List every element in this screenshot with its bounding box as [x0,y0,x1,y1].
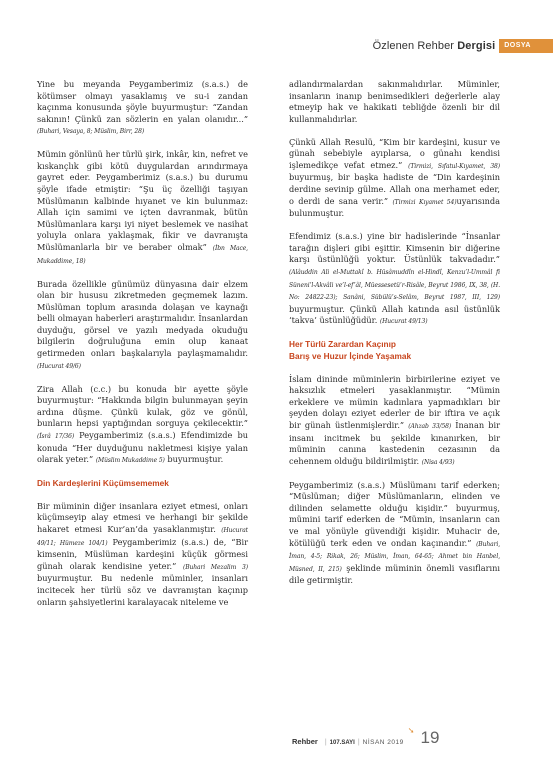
paragraph-text: buyurmuştur. Bu nedenle müminler, insanları incitecek her türlü söz ve davranıştan kaçınıp onların şahsiyetlerini karalayacak niteleme ve [37,573,248,607]
citation: (İsrâ 17/36) [37,432,75,440]
paragraph [289,480,500,587]
page-number: 19 [420,728,440,747]
citation: (Alâuddin Ali el-Muttakî b. Hüsâmuddîn el-Hindî, Kenzu’l-Ummâl fi Süneni’l-Akvâli ve’l-ef’âl, Müessesetü’r-Risâle, Beyrut 1986, IX, 38, (H. No: 24822-23); Sanâni, Sübülü’s-Selâm, Beyrut 1987, III, 129) [289,268,500,302]
issue-date: NİSAN 2019 [362,739,404,746]
citation: (Buhari, İman, 4-5; Rikak, 26; Müslim, İman, 64-65; Ahmet bin Hanbel, Müsned, II, 215) [289,540,501,573]
paragraph-text: Burada özellikle günümüz dünyasına dair elzem olan bir hususu zikretmeden geçmemek lazım. Müslüman toplum arasında dolaşan ve kaynağı belli olmayan haberleri araştırmalıdır. İnsanlardan duyduğu, görsel ve yazılı medyada okuduğu bilgilerin doğruluğuna emin olup kanaat getirmeden onları başkalarıyla paylaşmamalıdır. [37,278,248,359]
page-header [373,38,553,54]
magazine-name [373,40,496,52]
paragraph-text: Peygamberimiz (s.a.s.) Müslümanı tarif ederken; “Müslüman; diğer Müslümanların, elinden ve dilinden selamette olduğu kişidir.” buyurmuş, mümini tarif ederken de “Mümin, insanların can ve mal yönüyle güvendiği kişidir. Muhacir de, kötülüğü terk eden ve ondan kaçınandır.” [289,479,500,548]
paragraph-text: Zira Allah (c.c.) bu konuda bir ayette şöyle buyurmuştur: “Hakkında bilgin bulunmayan şeyin ardına düşme. Çünkü kulak, göz ve gönül, bunların hepsi yaptığından sorguya çekilecektir.” [37,383,248,429]
citation: (Buhari, Vesaya, 8; Müslim, Birr, 28) [37,128,145,136]
section-heading-line: Her Türlü Zarardan Kaçınıp [289,339,396,350]
paragraph-text: adlandırmalardan sakınmalıdırlar. Müminler, insanların inanıp benimsedikleri değerlerle alay etmeyip hak ve hakikati tebliğde özenli bir dil kullanmalıdırlar. [289,79,500,124]
citation: (Hucurat 49/11; Hümeze 104/1) [37,527,248,547]
section-heading: Din Kardeşlerini Küçümsememek [37,478,169,488]
paragraph-text: Peygamberimiz (s.a.s.) Efendimizde bu konuda “Her duyduğunu nakletmesi kişiye yalan olarak yeter.” [37,429,248,465]
paragraph [37,279,248,373]
paragraph-text: şeklinde müminin önemli vasıflarını dile getirmiştir. [289,562,500,586]
issue-number: 107.SAYI [329,740,355,746]
magazine-name-prefix: Özlenen Rehber [372,40,455,52]
paragraph-text: buyurmuştur. [167,454,224,465]
citation: (Hucurat 49/6) [37,362,81,370]
paragraph-text: İslam dininde müminlerin birbirilerine eziyet ve haksızlık etmeleri yasaklanmıştır. “Mümin erkeklere ve mümin kadınlara yapmadıkları bir şeyden dolayı eziyet ederler de bir iftira ve açık bir günah üstlenmişlerdir.” [289,373,500,431]
paragraph-text: Efendimiz (s.a.s.) yine bir hadislerinde “İnsanlar tarağın dişleri gibi eşittir. Kimsenin bir diğerine karşı üstünlüğü yoktur. Üstünlük takvadadır.” [289,231,500,265]
citation: (Tirmizi Kıyamet 54) [392,198,457,206]
arrow-icon: ➘ [407,726,415,735]
brand-logo: Rehber [292,737,318,746]
citation: (Hucurat 49/13) [379,318,428,326]
section-heading [289,339,500,362]
section-tag: DOSYA [499,39,553,53]
left-column [37,79,248,620]
divider: | [357,739,360,746]
paragraph [289,137,500,220]
magazine-name-bold: Dergisi [457,40,496,52]
citation: (Müslim Mukaddime 5) [95,457,165,465]
paragraph [37,149,248,267]
paragraph-text: buyurmuştur. Çünkü Allah katında asıl üstünlük ‘takva’ üstünlüğüdür. [289,303,500,326]
paragraph [37,79,248,138]
citation: (Ahzab 33/58) [408,423,452,431]
page-footer [292,726,532,746]
citation: (Buhari Mezalim 3) [182,563,248,571]
paragraph [37,501,248,608]
paragraph-text: İnanan bir insanı incitmek bu şekilde kınanırken, bir müminin canına kastedenin cezasının da cehennem olduğu bildirilmiştir. [289,420,501,466]
paragraph [289,374,500,469]
paragraph-text: uyarısında bulunmuştur. [289,195,500,219]
paragraph [37,384,248,467]
right-column [289,79,500,598]
divider: | [324,739,327,746]
paragraph [289,231,500,328]
paragraph-text: Mümin gönlünü her türlü şirk, inkâr, kin, nefret ve kıskançlık gibi kötü duygulardan arındırmaya gayret eder. Peygamberimiz (s.a.s.) bu durumu şöyle ifade etmiştir: “Şu üç özelliği taşıyan Müslümanın kalbinde hıyanet ve kin bulunmaz: Allah için samimi ve içten davranmak, bütün Müslümanlara karşı iyi niyet beslemek ve nasihat yoluyla onlara yaklaşmak, fikir ve davranışta Müslümanlarla bir ve beraber olmak” [37,149,248,253]
section-heading-line: Barış ve Huzur İçinde Yaşamak [289,350,412,361]
citation: (İbn Mace, Mukaddime, 18) [37,245,248,265]
paragraph-text: Peygamberimiz (s.a.s.) de, “Bir kimsenin, Müslüman kardeşini küçük görmesi günah olarak kendisine yeter.” [37,536,249,571]
citation: (Nisa 4/93) [421,458,455,466]
paragraph-text: Bir müminin diğer insanlara eziyet etmesi, onları küçümseyip alay etmesi ve herhangi bir şekilde hakaret etmesi Kur’an’da yasaklanmıştır. [37,500,248,535]
paragraph [289,79,500,125]
citation: (Tirmizi, Sıfatul-Kıyamet, 38) [408,162,500,170]
paragraph-text: Çünkü Allah Resulü, “Kim bir kardeşini, kusur ve günah sebebiyle ayıplarsa, o günahı kendisi işlemedikçe vefat etmez.” [289,136,500,170]
paragraph-text: buyurmuş, bir başka hadiste de “Din kardeşinin derdine sevinip gülme. Allah ona merhamet eder, o derdi de sana verir.” [289,172,500,206]
paragraph-text: Yine bu meyanda Peygamberimiz (s.a.s.) de kötümser olmayı yasaklamış ve su-i zandan kaçınma konusunda şöyle buyurmuştur: “Zandan sakının! Çünkü zan sözlerin en yalan olanıdır...” [37,79,248,124]
